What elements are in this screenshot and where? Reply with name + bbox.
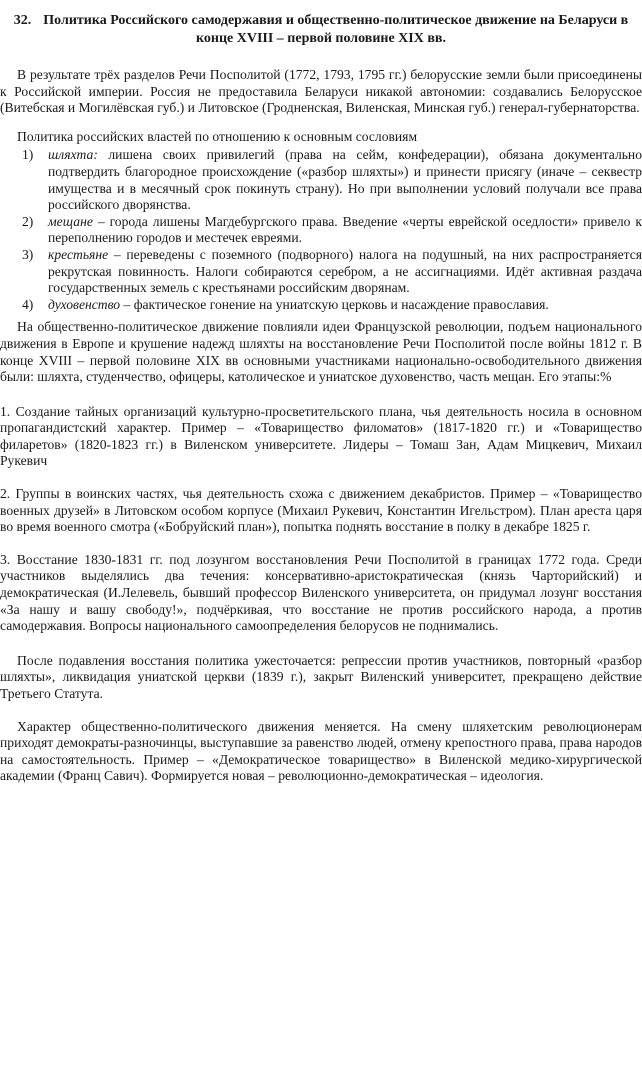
list-item-number: 1) [22, 147, 34, 163]
list-item [0, 247, 642, 297]
list-item [0, 214, 642, 247]
list-item-text: лишена своих привилегий (права на сейм, конфедерации), обязана документально подтвердить благородное происхождение («разбор шляхты») и принести присягу (иначе – секвестр имущества и в месячный срок покинуть страну). Но при выполнении условий получали все права российского дворянства. [48, 147, 642, 213]
stage-2-paragraph: 2. Группы в воинских частях, чья деятельность схожа с движением декабристов. Пример – «Товарищество военных друзей» в Литовском особом корпусе (Михаил Рукевич, Константин Игельстром). План ареста царя во время военного смотра («Бобруйский план»), попытка поднять восстание в полку в декабре 1825 г. [0, 486, 642, 535]
list-item-text: – города лишены Магдебургского права. Введение «черты еврейской оседлости» привело к переполнению городов и местечек евреями. [48, 213, 642, 246]
stage-1-paragraph: 1. Создание тайных организаций культурно-просветительского плана, чья деятельность носила в основном пропагандистский характер. Пример – «Товарищество филоматов» (1817-1820 гг.) и «Товарищество филаретов» (1820-1823 гг.) в Виленском университете. Лидеры – Томаш Зан, Адам Мицкевич, Михаил Рукевич [0, 403, 642, 469]
list-item-text: – фактическое гонение на униатскую церковь и насаждение православия. [120, 296, 549, 312]
title-number: 32. [13, 13, 32, 28]
intro-paragraph: В результате трёх разделов Речи Посполитой (1772, 1793, 1795 гг.) белорусские земли были присоединены к Российской империи. Россия не предоставила Беларуси никакой автономии: создавались Белорусское (Витебская и Могилёвская губ.) и Литовское (Гродненская, Виленская, Минская губ.) генерал-губернаторства. [0, 67, 642, 116]
list-item-number: 2) [22, 213, 34, 229]
list-item-term: духовенство [48, 296, 121, 312]
list-item-number: 4) [22, 296, 34, 312]
list-item-term: мещане [48, 213, 93, 229]
aftermath-paragraph: После подавления восстания политика ужесточается: репрессии против участников, повторный «разбор шляхты», ликвидация униатской церкви (1839 г.), закрыт Виленский университет, прекращено действие Третьего Статута. [0, 652, 642, 701]
stage-3-paragraph: 3. Восстание 1830-1831 гг. под лозунгом восстановления Речи Посполитой в границах 1772 года. Среди участников выделялись два течения: консервативно-аристократическая (князь Чарторийский) и демократическая (И.Лелевель, бывший профессор Виленского университета, он придумал лозунг восстания «За нашу и вашу свободу!», подчёркивая, что восстание не против российского народа, а против самодержавия. Вопросы национального самоопределения белорусов не поднимались. [0, 551, 642, 634]
policy-lead-paragraph: Политика российских властей по отношению к основным сословиям [17, 128, 418, 144]
movement-paragraph: На общественно-политическое движение повлияли идеи Французской революции, подъем национального движения в Европе и крушение надежд шляхты на восстановление Речи Посполитой после войны 1812 г. В конце XVIII – первой половине XIX вв основными участниками национально-освободительного движения были: шляхта, студенчество, офицеры, католическое и униатское духовенство, часть мещан. Его этапы:% [0, 319, 642, 385]
estates-list [0, 147, 642, 313]
list-item-number: 3) [22, 246, 34, 262]
title-text: Политика Российского самодержавия и общественно-политическое движение на Беларуси в конце XVIII – первой половине XIX вв. [43, 13, 629, 46]
list-item [0, 147, 642, 213]
page-title [2, 12, 640, 47]
list-item-text: – переведены с поземного (подворного) налога на подушный, на них распространяется рекрутская повинность. Налоги собираются серебром, а не ассигнациями. Идёт активная раздача государственных земель с крестьянами российским дворянам. [48, 246, 642, 296]
list-item-term: крестьяне [48, 246, 109, 262]
list-item [0, 297, 642, 314]
character-paragraph: Характер общественно-политического движения меняется. На смену шляхетским революционерам приходят демократы-разночинцы, выступавшие за равенство людей, отмену крепостного права, права народов на самостоятельность. Пример – «Демократическое товарищество» в Виленской медико-хирургической академии (Франц Савич). Формируется новая – революционно-демократическая – идеология. [0, 718, 642, 784]
list-item-term: шляхта: [48, 147, 98, 163]
